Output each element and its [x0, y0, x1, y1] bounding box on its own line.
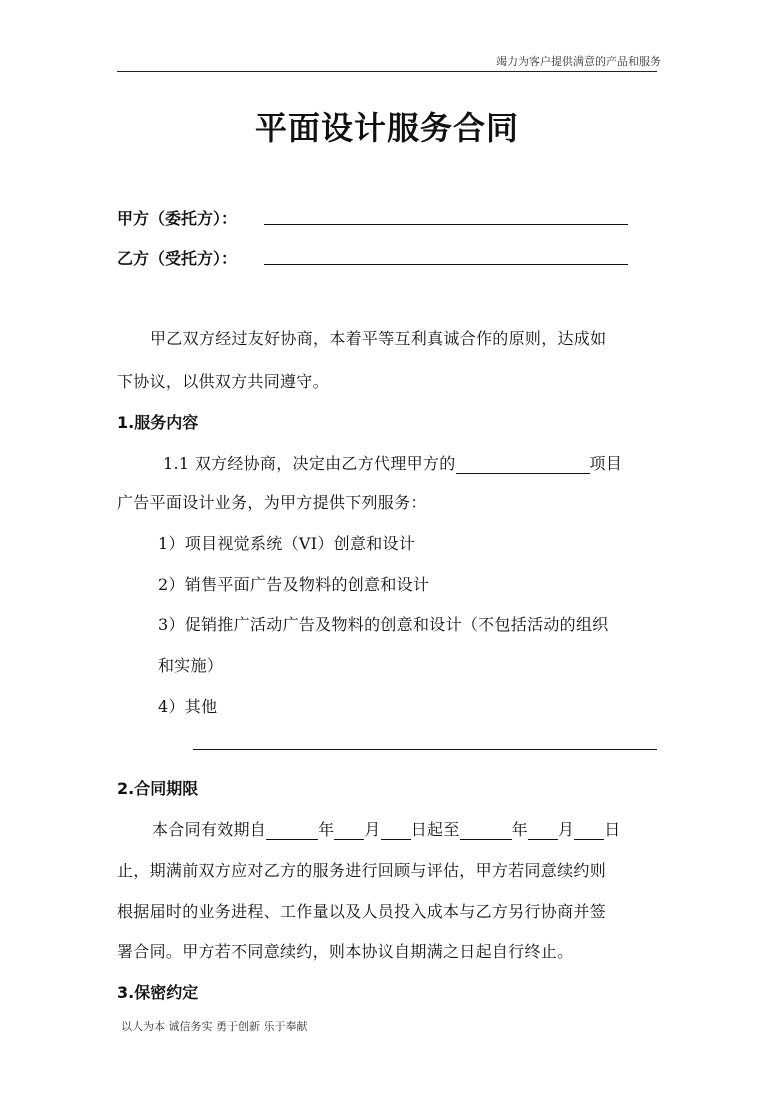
- party-a-label: 甲方（委托方）：: [117, 209, 238, 228]
- party-a-blank: [264, 224, 628, 225]
- section-2-heading: 2.合同期限: [117, 779, 199, 798]
- service-item-3-continued: 和实施）: [158, 656, 224, 675]
- project-name-blank: [456, 456, 590, 474]
- month-label: 月: [364, 820, 381, 839]
- day-label: 日: [604, 820, 621, 839]
- service-item-1: 1）项目视觉系统（VI）创意和设计: [158, 534, 416, 553]
- clause-1-1: [163, 451, 622, 474]
- end-year-blank: [460, 822, 512, 840]
- document-title: 平面设计服务合同: [254, 109, 519, 147]
- start-day-blank: [381, 822, 411, 840]
- year-label: 年: [318, 820, 335, 839]
- intro-line-2: 下协议，以供双方共同遵守。: [117, 372, 329, 391]
- header-slogan: 竭力为客户提供满意的产品和服务: [496, 55, 661, 68]
- contract-term-dates: [152, 817, 621, 840]
- start-month-blank: [334, 822, 364, 840]
- clause-1-1-suffix: 项目: [589, 454, 623, 473]
- start-year-blank: [266, 822, 318, 840]
- other-services-blank: [193, 749, 657, 750]
- end-month-blank: [528, 822, 558, 840]
- section-3-heading: 3.保密约定: [117, 983, 199, 1002]
- year-label: 年: [511, 820, 528, 839]
- section-1-heading: 1.服务内容: [117, 413, 199, 432]
- service-item-3: 3）促销推广活动广告及物料的创意和设计（不包括活动的组织: [158, 615, 609, 634]
- service-item-2: 2）销售平面广告及物料的创意和设计: [158, 575, 430, 594]
- term-to-label: 日起至: [410, 820, 460, 839]
- clause-1-1-prefix: 1.1 双方经协商，决定由乙方代理甲方的: [163, 454, 456, 473]
- intro-line-1: 甲乙双方经过友好协商，本着平等互利真诚合作的原则，达成如: [150, 329, 607, 348]
- month-label: 月: [557, 820, 575, 839]
- service-item-4: 4）其他: [158, 697, 218, 716]
- clause-1-1-line-2: 广告平面设计业务，为甲方提供下列服务：: [117, 493, 427, 512]
- contract-term-line-4: 署合同。甲方若不同意续约，则本协议自期满之日起自行终止。: [117, 942, 574, 961]
- header-divider: [117, 71, 657, 72]
- term-from-label: 本合同有效期自: [152, 820, 267, 839]
- contract-term-line-3: 根据届时的业务进程、工作量以及人员投入成本与乙方另行协商并签: [117, 902, 607, 921]
- party-b-blank: [264, 264, 628, 265]
- footer-motto: 以人为本 诚信务实 勇于创新 乐于奉献: [121, 1020, 308, 1033]
- contract-term-line-2: 止，期满前双方应对乙方的服务进行回顾与评估，甲方若同意续约则: [117, 861, 607, 880]
- end-day-blank: [574, 822, 604, 840]
- party-b-label: 乙方（受托方）：: [117, 249, 238, 268]
